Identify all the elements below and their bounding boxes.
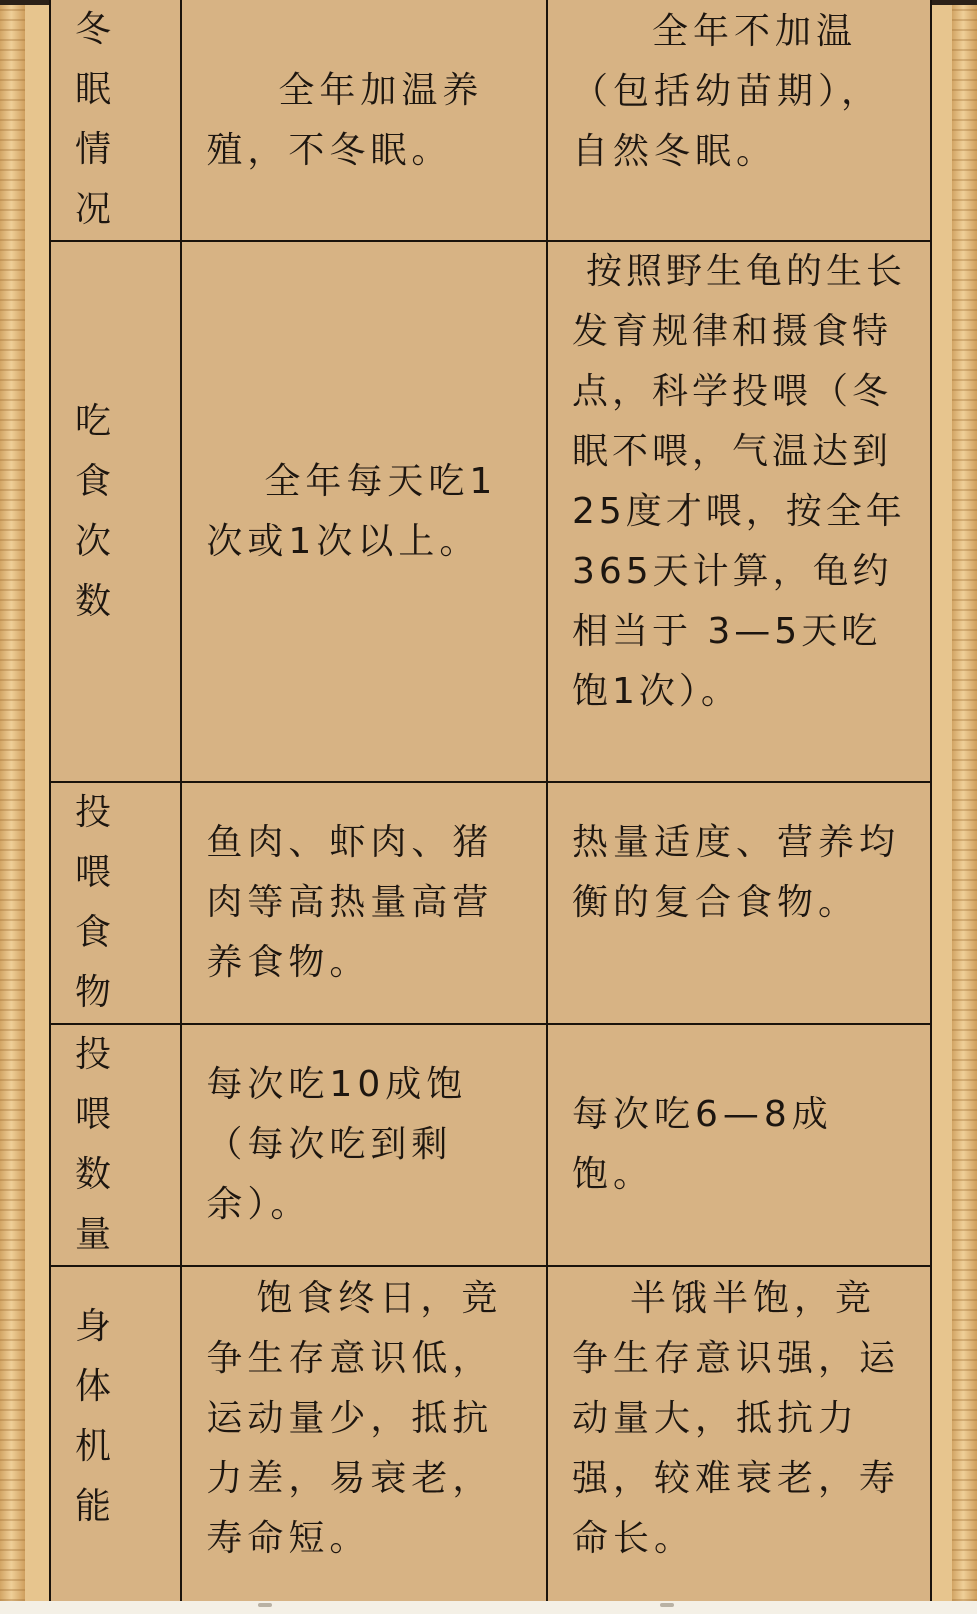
table-row [50, 1266, 931, 1603]
row-label [50, 0, 181, 241]
label-char: 投 [74, 1034, 111, 1075]
table-cell [181, 1024, 547, 1266]
label-char: 食 [74, 460, 111, 502]
table-cell [547, 1024, 931, 1266]
table-cell [181, 1266, 547, 1603]
table-cell [547, 782, 931, 1024]
table-cell [181, 782, 547, 1024]
cell-text: 热量适度、营养均衡的复合食物。 [571, 822, 900, 923]
label-char: 数 [74, 1154, 111, 1195]
comparison-table [49, 0, 932, 1603]
row-label [50, 782, 181, 1024]
decorative-border-right [952, 5, 977, 1601]
row-label-text [51, 0, 180, 240]
table-cell [547, 1266, 931, 1603]
scroll-indicator [660, 1603, 674, 1607]
row-label [50, 1266, 181, 1603]
table-row [50, 0, 931, 241]
table-cell [181, 241, 547, 782]
cell-text: 每次吃10成饱（每次吃到剩余）。 [206, 1064, 468, 1225]
row-label-text [51, 1025, 180, 1265]
table-row [50, 1024, 931, 1266]
cell-text: 饱食终日，竞争生存意识低，运动量少，抵抗力差，易衰老，寿命短。 [206, 1278, 503, 1559]
label-char: 吃 [74, 400, 111, 442]
bottom-band [0, 1601, 977, 1614]
label-char: 能 [74, 1486, 111, 1527]
row-label [50, 1024, 181, 1266]
label-char: 次 [74, 520, 111, 562]
row-label-text [51, 783, 180, 1023]
cell-text: 半饿半饱，竞争生存意识强，运动量大，抵抗力强，较难衰老，寿命长。 [571, 1278, 900, 1559]
table-cell [547, 241, 931, 782]
row-label [50, 241, 181, 782]
table-cell [547, 0, 931, 241]
cell-text: 按照野生龟的生长发育规律和摄食特点，科学投喂（冬眠不喂，气温达到25度才喂，按全年365天计算，龟约相当于 3—5天吃饱1次）。 [571, 251, 906, 712]
cell-text: 鱼肉、虾肉、猪肉等高热量高营养食物。 [206, 822, 494, 983]
table-row [50, 241, 931, 782]
label-char: 食 [74, 912, 111, 953]
row-label-text [51, 392, 180, 632]
label-char: 喂 [74, 852, 111, 893]
label-char: 量 [74, 1214, 111, 1255]
cell-text: 全年加温养殖，不冬眠。 [206, 70, 484, 171]
label-char: 体 [74, 1366, 111, 1407]
label-char: 眠 [74, 69, 111, 110]
cell-text: 全年不加温（包括幼苗期），自然冬眠。 [571, 11, 882, 172]
table-row [50, 782, 931, 1024]
cell-text: 每次吃6—8成饱。 [571, 1094, 833, 1195]
label-char: 情 [74, 129, 111, 170]
label-char: 身 [74, 1306, 111, 1347]
row-label-text [51, 1297, 180, 1537]
label-char: 况 [74, 189, 111, 230]
label-char: 机 [74, 1426, 111, 1467]
label-char: 冬 [74, 9, 111, 50]
decorative-border-left [0, 5, 25, 1601]
label-char: 数 [74, 580, 111, 622]
table-cell [181, 0, 547, 241]
label-char: 喂 [74, 1094, 111, 1135]
label-char: 投 [74, 792, 111, 833]
scroll-indicator [258, 1603, 272, 1607]
cell-text: 全年每天吃1次或1次以上。 [206, 460, 498, 562]
label-char: 物 [74, 972, 111, 1013]
